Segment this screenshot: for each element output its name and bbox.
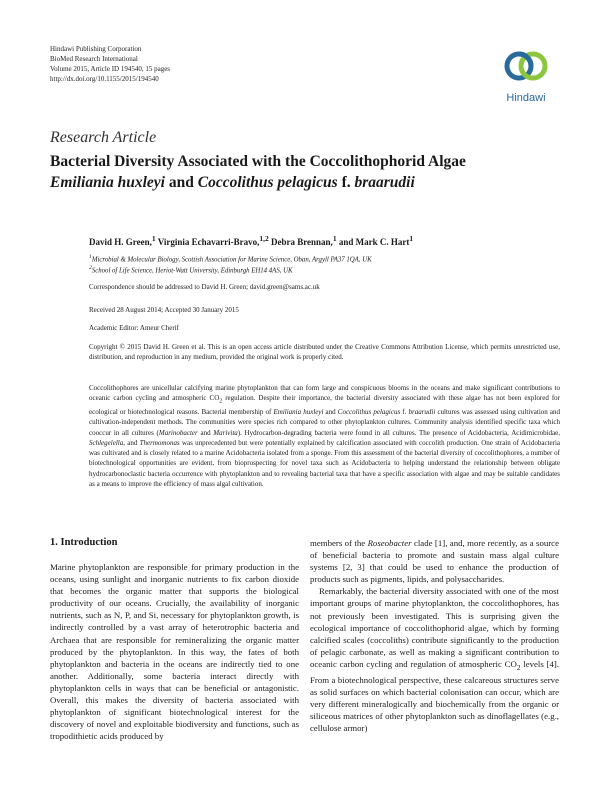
genus-name: Roseobacter	[367, 538, 412, 548]
paragraph	[310, 585, 559, 734]
author: David H. Green,	[89, 237, 152, 247]
abstract-text: cultures was assessed using cultivation and cultivation-independent methods. The communities were species rich compared to other phytoplankton cultures. Community analysis identified specific taxa which cooccur in all cultures (	[89, 407, 560, 437]
abstract-text: ). Hydrocarbon-degrading bacteria were found in all cultures. The presence of Acidobacteria, Acidimicrobidae,	[237, 428, 560, 437]
author-list	[89, 234, 413, 247]
subscript: 2	[219, 398, 223, 405]
body-column-left	[50, 561, 299, 742]
body-text: levels [4]. From a biotechnological perspective, these calcareous structures serve as solid surfaces on which bacterial colonisation can occur, which are very different mineralogically and biochemically from the organic or siliceous matrices of other phytoplankton such as dinoflagellates (e.g., cellulose armor)	[310, 658, 559, 734]
affil-text: School of Life Science, Heriot-Watt University, Edinburgh EH14 4AS, UK	[91, 267, 293, 275]
genus-name: Marivita	[213, 428, 238, 437]
author: and Mark C. Hart	[338, 237, 410, 247]
title-line-2	[50, 172, 560, 193]
hindawi-logo	[500, 44, 552, 106]
genus-name: Thermomonas	[139, 438, 180, 447]
title-line-1: Bacterial Diversity Associated with the Coccolithophorid Algae	[50, 153, 466, 170]
journal-info	[50, 44, 170, 84]
species-name: Emiliania huxleyi	[273, 407, 324, 416]
affiliation-1	[89, 254, 372, 263]
article-type: Research Article	[50, 129, 157, 146]
affiliation-2	[89, 265, 293, 274]
publisher-name: Hindawi Publishing Corporation	[50, 45, 142, 53]
paragraph: Marine phytoplankton are responsible for primary production in the oceans, using sunlight and inorganic nutrients to fix carbon dioxide that becomes the organic matter that supports the biological productivity of our oceans. Crucially, the availability of inorganic nutrients, such as N, P, and Si, necessary for phytoplankton growth, is indirectly controlled by a vast array of heterotrophic bacteria and Archaea that are responsible for remineralizing the organic matter produced by the phytoplankton. In this way, the fates of both phytoplankton and bacteria in the oceans are indirectly tied to one another. Additionally, some bacteria interact directly with phytoplankton cells in ways that can be beneficial or antagonistic. Overall, this makes the diversity of bacteria associated with phytoplankton of significant biotechnological interest for the discovery of novel and exploitable biodiversity and functions, such as tropodithietic acids produced by	[50, 562, 299, 742]
logo-text: Hindawi	[506, 92, 546, 104]
genus-name: Schlegelella	[89, 438, 124, 447]
author-affil-ref: 1	[409, 234, 414, 243]
species-name: Coccolithus pelagicus	[197, 174, 338, 191]
abstract-text: was unprecedented but were potentially explained by calcification associated with coccolith production. One strain of Acidobacteria was cultivated and is closely related to a marine Acidobacteria isolated from a sponge. From this assessment of the bacterial diversity of coccolithophores, a number of biotechnological opportunities are evident, from bioprospecting for novel taxa such as Acidobacteria to helping understand the relationship between obligate hydrocarbonoclastic bacteria occurrence with phytoplankton and to revealing bacterial taxa that have a specific association with algae and may be suitable candidates as a means to improve the efficiency of mass algal cultivation.	[89, 438, 560, 489]
body-column-right	[310, 537, 559, 734]
abstract-text: and	[197, 428, 214, 437]
paragraph	[310, 537, 559, 585]
body-text: clade [1], and, more recently, as a source of beneficial bacteria to promote and sustain mass algal culture systems [2, 3] that could be used to enhance the production of products such as pigments, lipids, and polysaccharides.	[310, 538, 559, 585]
title-conjunction: and	[164, 174, 198, 191]
affil-text: Microbial & Molecular Biology, Scottish Association for Marine Science, Oban, Argyll PA37 1QA, UK	[91, 256, 372, 264]
body-text: members of the	[310, 538, 368, 548]
abstract-text: regulation. Despite their importance, the bacterial diversity associated with these algae has not been explored for ecological or biotechnological reasons. Bacterial membership of	[89, 394, 561, 416]
volume-info: Volume 2015, Article ID 194540, 15 pages	[50, 65, 171, 73]
abstract	[89, 383, 560, 489]
author-affil-ref: 1	[151, 234, 156, 243]
abstract-text: Coccolithophores are unicellular calcifying marine phytoplankton that can form large and conspicuous blooms in the oceans and make significant contributions to oceanic carbon cycling and atmospheric CO	[89, 384, 560, 403]
doi-link[interactable]: http://dx.doi.org/10.1155/2015/194540	[50, 75, 159, 83]
author: Virginia Echavarri-Bravo,	[157, 237, 260, 247]
body-text: Remarkably, the bacterial diversity associated with one of the most important groups of marine phytoplankton, the coccolithophores, has not previously been investigated. This is surprising given the ecological importance of coccolithophorid algae, which by forming calcified scales (coccoliths) contribute significantly to the production of pelagic carbonate, as well as making a significant contribution to oceanic carbon cycling and regulation of atmospheric CO	[310, 586, 559, 669]
author-affil-ref: 1	[332, 234, 337, 243]
author: Debra Brennan,	[270, 237, 333, 247]
affil-number: 1	[89, 254, 92, 260]
journal-name: BioMed Research International	[50, 55, 138, 63]
copyright-notice: Copyright © 2015 David H. Green et al. This is an open access article distributed under the Creative Commons Attribution License, which permits unrestricted use, distribution, and reproduction in any medium, provided the original work is properly cited.	[89, 343, 560, 361]
affil-number: 2	[89, 265, 92, 271]
abstract-text: and	[323, 407, 338, 416]
correspondence: Correspondence should be addressed to David H. Green; david.green@sams.ac.uk	[89, 283, 320, 291]
academic-editor: Academic Editor: Ameur Cherif	[89, 324, 179, 332]
genus-name: Marinobacter	[158, 428, 198, 437]
received-accepted-dates: Received 28 August 2014; Accepted 30 January 2015	[89, 306, 239, 314]
abstract-text: f.	[400, 407, 409, 416]
hindawi-logo-icon	[500, 44, 552, 90]
author-affil-ref: 1,2	[259, 234, 269, 243]
abstract-text: , and	[123, 438, 140, 447]
article-title	[50, 151, 560, 193]
species-name: Coccolithus pelagicus	[337, 407, 401, 416]
subscript: 2	[516, 662, 521, 672]
species-name: braarudii	[354, 174, 415, 191]
section-heading: 1. Introduction	[50, 537, 118, 548]
title-forma: f.	[337, 174, 355, 191]
species-name: braarudii	[408, 407, 436, 416]
species-name: Emiliania huxleyi	[50, 174, 165, 191]
